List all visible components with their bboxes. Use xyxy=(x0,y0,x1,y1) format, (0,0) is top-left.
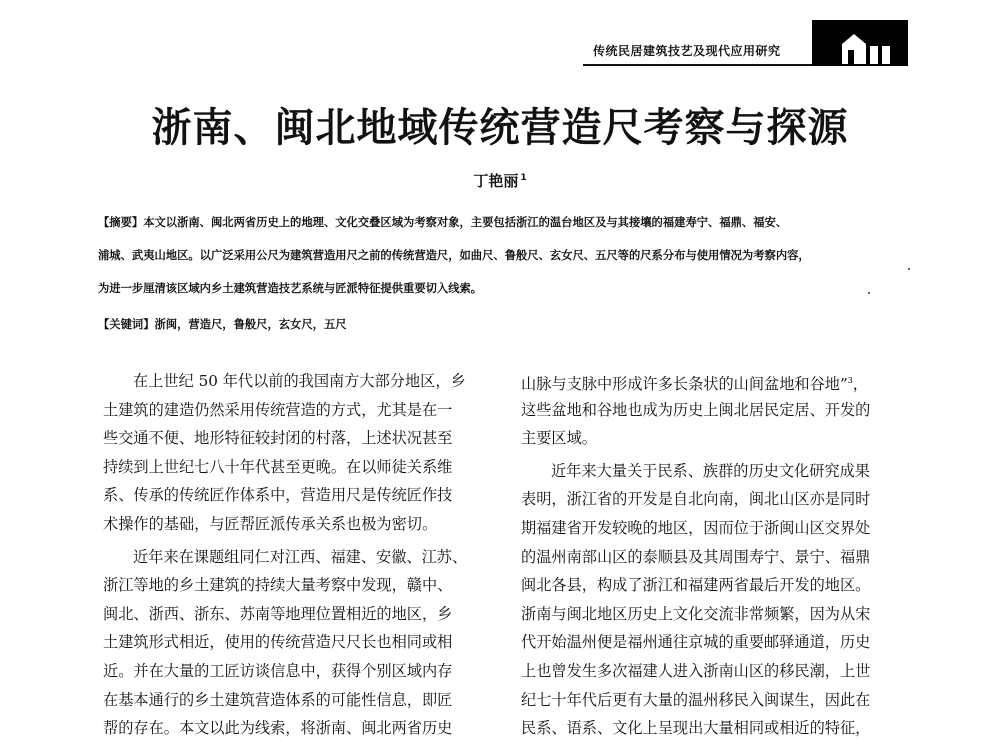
body-right-column xyxy=(521,367,916,743)
abstract xyxy=(98,206,908,305)
body-line: 浙南与闽北地区历史上文化交流非常频繁，因为从宋 xyxy=(521,604,871,623)
author-name: 丁艳丽 xyxy=(473,172,519,190)
body-line: 代开始温州便是福州通往京城的重要邮驿通道，历史 xyxy=(521,633,871,652)
footnote-mark: 3 xyxy=(847,376,853,385)
keywords: 【关键词】浙闽，营造尺，鲁般尺，玄女尺，五尺 xyxy=(98,318,347,331)
scan-speck xyxy=(868,292,870,294)
article-title: 浙南、闽北地域传统营造尺考察与探源 xyxy=(151,105,849,151)
body-line: 土建筑形式相近，使用的传统营造尺尺长也相同或相 xyxy=(103,633,453,652)
body-line: 闽北各县，构成了浙江和福建两省最后开发的地区。 xyxy=(521,576,871,595)
body-line: 些交通不便、地形特征较封闭的村落，上述状况甚至 xyxy=(103,429,453,448)
body-line: 表明，浙江省的开发是自北向南，闽北山区亦是同时 xyxy=(521,490,871,509)
abstract-line: 为进一步厘清该区域内乡土建筑营造技艺系统与匠派特征提供重要切入线索。 xyxy=(98,282,483,295)
body-line: 的温州南部山区的泰顺县及其周围寿宁、景宁、福鼎 xyxy=(521,547,871,566)
body-line-text: 山脉与支脉中形成许多长条状的山间盆地和谷地” xyxy=(521,375,848,394)
body-line: 持续到上世纪七八十年代甚至更晚。在以师徒关系维 xyxy=(103,457,453,476)
body-left-column xyxy=(103,367,498,743)
body-line: 近年来在课题组同仁对江西、福建、安徽、江苏、 xyxy=(133,547,468,566)
body-line: 土建筑的建造仍然采用传统营造的方式，尤其是在一 xyxy=(103,400,453,419)
header-rule xyxy=(583,64,813,66)
body-line: 这些盆地和谷地也成为历史上闽北居民定居、开发的 xyxy=(521,400,871,419)
body-line: 术操作的基础，与匠帮匠派传承关系也极为密切。 xyxy=(103,514,438,533)
body-line: 近。并在大量的工匠访谈信息中，获得个别区域内存 xyxy=(103,661,453,680)
author-footnote-mark: 1 xyxy=(520,173,527,183)
abstract-line: 浦城、武夷山地区。以广泛采用公尺为建筑营造用尺之前的传统营造尺，如曲尺、鲁般尺、玄女尺、五尺等的尺系分布与使用情况为考察内容， xyxy=(98,249,810,262)
body-line: 上也曾发生多次福建人进入浙南山区的移民潮，上世 xyxy=(521,661,871,680)
body-line: 主要区域。 xyxy=(521,429,597,448)
author-line xyxy=(0,170,1000,191)
scan-speck xyxy=(908,268,910,270)
body-line: 系、传承的传统匠作体系中，营造用尺是传统匠作技 xyxy=(103,486,453,505)
body-line: 浙江等地的乡土建筑的持续大量考察中发现，赣中、 xyxy=(103,576,453,595)
body-line: 帮的存在。本文以此为线索，将浙南、闽北两省历史 xyxy=(103,719,453,738)
body-line: 期福建省开发较晚的地区，因而位于浙闽山区交界处 xyxy=(521,518,871,537)
body-line: 民系、语系、文化上呈现出大量相同或相近的特征， xyxy=(521,719,871,738)
body-line xyxy=(521,367,916,396)
body-line: 近年来大量关于民系、族群的历史文化研究成果 xyxy=(551,461,870,480)
body-line: 在基本通行的乡土建筑营造体系的可能性信息，即匠 xyxy=(103,690,453,709)
body-line: 纪七十年代后更有大量的温州移民入闽谋生，因此在 xyxy=(521,690,871,709)
body-line: 闽北、浙西、浙东、苏南等地理位置相近的地区，乡 xyxy=(103,604,453,623)
house-logo-icon xyxy=(812,20,908,66)
body-line-tail: ， xyxy=(852,375,868,394)
journal-section-label: 传统民居建筑技艺及现代应用研究 xyxy=(593,44,781,58)
abstract-line: 【摘要】本文以浙南、闽北两省历史上的地理、文化交叠区域为考察对象，主要包括浙江的温台地区及与其接壤的福建寿宁、福鼎、福安、 xyxy=(98,216,788,229)
body-line: 在上世纪 50 年代以前的我国南方大部分地区，乡 xyxy=(133,372,466,390)
